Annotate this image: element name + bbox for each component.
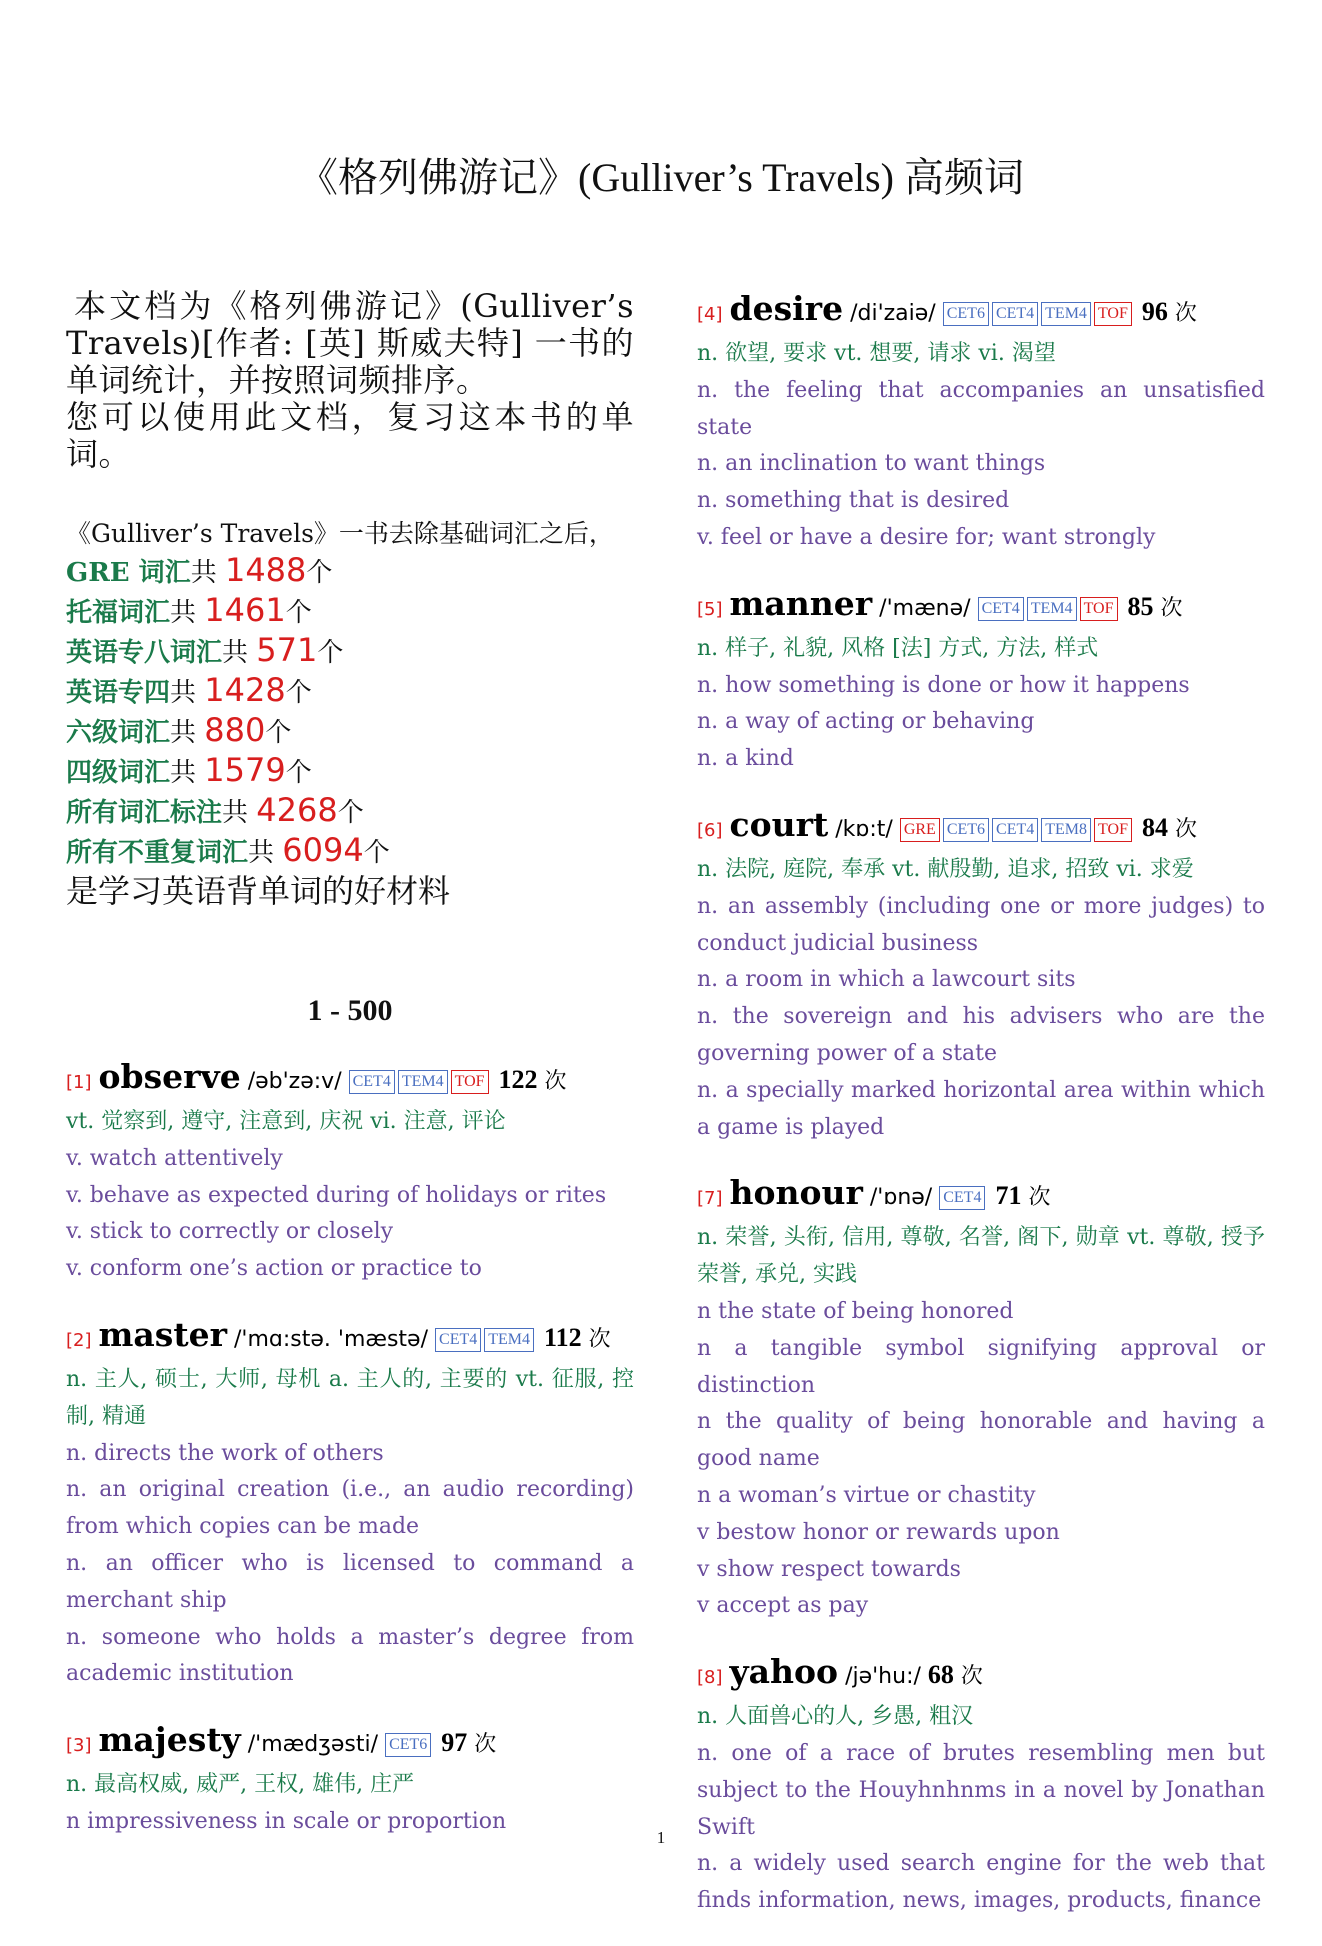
entry-frequency: 97 [441, 1728, 468, 1758]
stat-label: 所有词汇标注 [66, 798, 223, 828]
stat-unit: 个 [363, 838, 390, 868]
entry-head [697, 288, 1265, 336]
word-entry [697, 1651, 1265, 1920]
entry-phonetic: /'ɒnə/ [869, 1185, 933, 1211]
definition-english: n. an officer who is licensed to command a merchant ship [66, 1550, 634, 1613]
definition-english: n the quality of being honorable and having a good name [697, 1409, 1265, 1472]
definition-chinese: n. 荣誉, 头衔, 信用, 尊敬, 名誉, 阁下, 勋章 vt. 尊敬, 授予荣誉, 承兑, 实践 [697, 1225, 1265, 1288]
stat-count: 880 [204, 711, 266, 749]
entry-word: court [729, 804, 829, 844]
definition-english: n a woman’s virtue or chastity [697, 1482, 1036, 1508]
stat-label: 英语专四 [66, 678, 171, 708]
definition-english: n the state of being honored [697, 1298, 1014, 1324]
definition-chinese: vt. 觉察到, 遵守, 注意到, 庆祝 vi. 注意, 评论 [66, 1109, 506, 1134]
definition-english: v. behave as expected during of holidays or rites [66, 1182, 607, 1208]
exam-tag: CET6 [385, 1733, 431, 1757]
entry-index: [1] [66, 1072, 92, 1093]
stat-row [66, 592, 634, 632]
entry-frequency: 85 [1127, 591, 1154, 621]
definition-english: n. a room in which a lawcourt sits [697, 967, 1076, 993]
entry-frequency-unit: 次 [1174, 816, 1197, 842]
definition-english: n. something that is desired [697, 488, 1010, 514]
stat-gong: 共 [190, 558, 225, 588]
exam-tag: CET4 [978, 597, 1024, 621]
right-column [697, 288, 1265, 1946]
exam-tag: TEM8 [1041, 818, 1091, 842]
entry-index: [4] [697, 304, 723, 325]
stat-unit: 个 [285, 678, 312, 708]
definition-english: n. someone who holds a master’s degree from academic institution [66, 1624, 634, 1687]
stat-row [66, 712, 634, 752]
entry-head [697, 804, 1265, 852]
stat-unit: 个 [285, 598, 312, 628]
entry-frequency: 84 [1141, 812, 1168, 842]
stat-count: 571 [256, 631, 318, 669]
entry-index: [2] [66, 1329, 92, 1351]
word-entry [66, 1056, 634, 1288]
word-entry [66, 1719, 634, 1841]
exam-tag: CET4 [349, 1070, 395, 1094]
entry-phonetic: /kɒ:t/ [835, 816, 893, 842]
entry-index: [3] [66, 1735, 92, 1757]
stat-row [66, 832, 634, 872]
entry-word: honour [729, 1173, 863, 1213]
definition-chinese: n. 人面兽心的人, 乡愚, 粗汉 [697, 1704, 974, 1730]
stat-unit: 个 [317, 638, 344, 668]
definition-english: v. stick to correctly or closely [66, 1219, 394, 1245]
intro-line-1: 本文档为《格列佛游记》(Gulliver’s Travels)[作者: [英] 斯威夫特] 一书的单词统计，并按照词频排序。 [66, 287, 634, 399]
exam-tag: CET6 [943, 818, 989, 842]
entries-left [66, 1056, 634, 1841]
stat-label: 四级词汇 [66, 758, 171, 788]
word-entry [66, 1314, 634, 1693]
exam-tag: TOF [1094, 302, 1132, 326]
definition-english: v show respect towards [697, 1556, 961, 1582]
left-column [66, 288, 634, 1867]
stat-unit: 个 [265, 718, 292, 748]
entry-frequency-unit: 次 [1174, 301, 1197, 326]
entry-head [697, 583, 1265, 631]
stat-row [66, 552, 634, 592]
word-entry [697, 583, 1265, 778]
stats-rows [66, 552, 634, 872]
stat-label: GRE 词汇 [66, 558, 191, 588]
definition-english: n. an inclination to want things [697, 451, 1046, 477]
word-entry [697, 804, 1265, 1146]
entry-phonetic: /jə'hu:/ [845, 1664, 921, 1690]
stat-count: 1579 [204, 751, 286, 789]
entry-frequency-unit: 次 [544, 1069, 567, 1094]
exam-tag: CET4 [992, 302, 1038, 326]
stat-count: 6094 [282, 831, 364, 869]
stat-label: 六级词汇 [66, 718, 171, 748]
stat-count: 1428 [204, 671, 286, 709]
entry-frequency-unit: 次 [1028, 1185, 1051, 1211]
definition-english: n. a specially marked horizontal area within which a game is played [697, 1077, 1265, 1140]
entry-word: master [98, 1314, 228, 1354]
entry-phonetic: /'mænə/ [879, 595, 971, 621]
stat-label: 托福词汇 [66, 598, 171, 628]
definition-english: n. a kind [697, 746, 794, 772]
entry-word: manner [729, 583, 873, 623]
stat-row [66, 632, 634, 672]
stat-unit: 个 [337, 798, 364, 828]
stat-row [66, 792, 634, 832]
stat-unit: 个 [306, 558, 333, 588]
stat-count: 1488 [224, 551, 307, 589]
stat-count: 4268 [256, 791, 338, 829]
entry-phonetic: /di'zaiə/ [850, 301, 936, 326]
range-heading: 1 - 500 [307, 994, 393, 1027]
entries-right [697, 288, 1265, 1920]
intro-line-2: 您可以使用此文档，复习这本书的单词。 [66, 398, 634, 473]
stats-lead: 《Gulliver’s Travels》一书去除基础词汇之后， [66, 519, 614, 548]
definition-english: n. the sovereign and his advisers who are the governing power of a state [697, 1004, 1265, 1066]
entry-frequency: 96 [1141, 297, 1168, 326]
entry-frequency: 68 [927, 1660, 954, 1690]
intro [66, 288, 634, 473]
exam-tag: TEM4 [1027, 597, 1077, 621]
entry-frequency-unit: 次 [1160, 595, 1183, 621]
stats-closing: 是学习英语背单词的好材料 [66, 872, 451, 910]
stat-unit: 个 [285, 758, 312, 788]
stat-label: 所有不重复词汇 [66, 838, 249, 868]
entry-frequency-unit: 次 [960, 1664, 983, 1690]
definition-english: n. a way of acting or behaving [697, 709, 1035, 735]
entry-frequency-unit: 次 [588, 1326, 611, 1352]
page-number: 1 [656, 1828, 666, 1847]
entry-index: [6] [697, 819, 723, 841]
definition-english: v. watch attentively [66, 1145, 283, 1171]
entry-frequency-unit: 次 [474, 1732, 497, 1758]
exam-tag: GRE [900, 818, 940, 842]
entry-phonetic: /'mædʒəsti/ [247, 1732, 379, 1758]
entry-phonetic: /əb'zə:v/ [247, 1069, 342, 1094]
entry-phonetic: /'mɑ:stə. 'mæstə/ [234, 1326, 429, 1352]
definition-english: v accept as pay [697, 1593, 869, 1619]
entry-head [66, 1719, 634, 1767]
exam-tag: CET4 [992, 818, 1038, 842]
exam-tag: TEM4 [1041, 302, 1091, 326]
entry-word: yahoo [729, 1652, 839, 1692]
definition-english: n. an assembly (including one or more judges) to conduct judicial business [697, 893, 1265, 956]
definition-english: n. the feeling that accompanies an unsatisfied state [697, 377, 1265, 440]
exam-tag: TOF [451, 1070, 489, 1094]
exam-tag: CET4 [435, 1328, 481, 1352]
entry-index: [5] [697, 598, 723, 620]
stat-gong: 共 [248, 838, 283, 868]
entry-head [697, 1651, 1265, 1699]
entry-word: desire [729, 289, 844, 328]
definition-chinese: n. 最高权威, 威严, 王权, 雄伟, 庄严 [66, 1772, 415, 1798]
definition-english: n. a widely used search engine for the web that finds information, news, images, products, finance [697, 1851, 1265, 1914]
definition-english: v. conform one’s action or practice to [66, 1256, 482, 1282]
page-title: 《格列佛游记》(Gulliver’s Travels) 高频词 [298, 155, 1024, 200]
definition-chinese: n. 主人, 硕士, 大师, 母机 a. 主人的, 主要的 vt. 征服, 控制, 精通 [66, 1366, 634, 1429]
definition-english: n. how something is done or how it happens [697, 672, 1190, 698]
stat-gong: 共 [170, 678, 205, 708]
entry-frequency: 71 [995, 1181, 1022, 1211]
definition-english: n impressiveness in scale or proportion [66, 1808, 507, 1834]
stat-gong: 共 [222, 798, 257, 828]
exam-tag: TOF [1094, 818, 1132, 842]
stat-gong: 共 [170, 598, 205, 628]
definition-chinese: n. 样子, 礼貌, 风格 [法] 方式, 方法, 样式 [697, 635, 1099, 661]
entry-frequency: 112 [544, 1322, 582, 1352]
entry-word: observe [98, 1057, 241, 1096]
word-entry [697, 1172, 1265, 1625]
stat-label: 英语专八词汇 [66, 638, 223, 668]
entry-index: [8] [697, 1667, 723, 1689]
definition-english: v. feel or have a desire for; want strongly [697, 524, 1156, 550]
stats-block [66, 515, 634, 910]
entry-frequency: 122 [498, 1065, 538, 1094]
definition-chinese: n. 法院, 庭院, 奉承 vt. 献殷勤, 追求, 招致 vi. 求爱 [697, 856, 1194, 882]
stat-gong: 共 [222, 638, 257, 668]
stat-gong: 共 [170, 718, 205, 748]
exam-tag: CET6 [943, 302, 989, 326]
entry-word: majesty [98, 1720, 241, 1760]
stat-gong: 共 [170, 758, 205, 788]
definition-english: n a tangible symbol signifying approval or distinction [697, 1335, 1265, 1398]
exam-tag: TEM4 [398, 1070, 448, 1094]
definition-english: v bestow honor or rewards upon [697, 1519, 1060, 1545]
exam-tag: TEM4 [484, 1328, 534, 1352]
definition-chinese: n. 欲望, 要求 vt. 想要, 请求 vi. 渴望 [697, 341, 1056, 366]
definition-english: n. directs the work of others [66, 1440, 384, 1466]
definition-english: n. one of a race of brutes resembling men but subject to the Houyhnhnms in a novel by Jonathan Swift [697, 1740, 1265, 1840]
stat-row [66, 752, 634, 792]
exam-tag: CET4 [939, 1186, 985, 1210]
definition-english: n. an original creation (i.e., an audio recording) from which copies can be made [66, 1477, 634, 1540]
word-entry [697, 288, 1265, 557]
entry-head [66, 1314, 634, 1362]
entry-head [66, 1056, 634, 1104]
entry-head [697, 1172, 1265, 1220]
stat-count: 1461 [204, 591, 286, 629]
exam-tag: TOF [1080, 597, 1118, 621]
entry-index: [7] [697, 1188, 723, 1210]
stat-row [66, 672, 634, 712]
